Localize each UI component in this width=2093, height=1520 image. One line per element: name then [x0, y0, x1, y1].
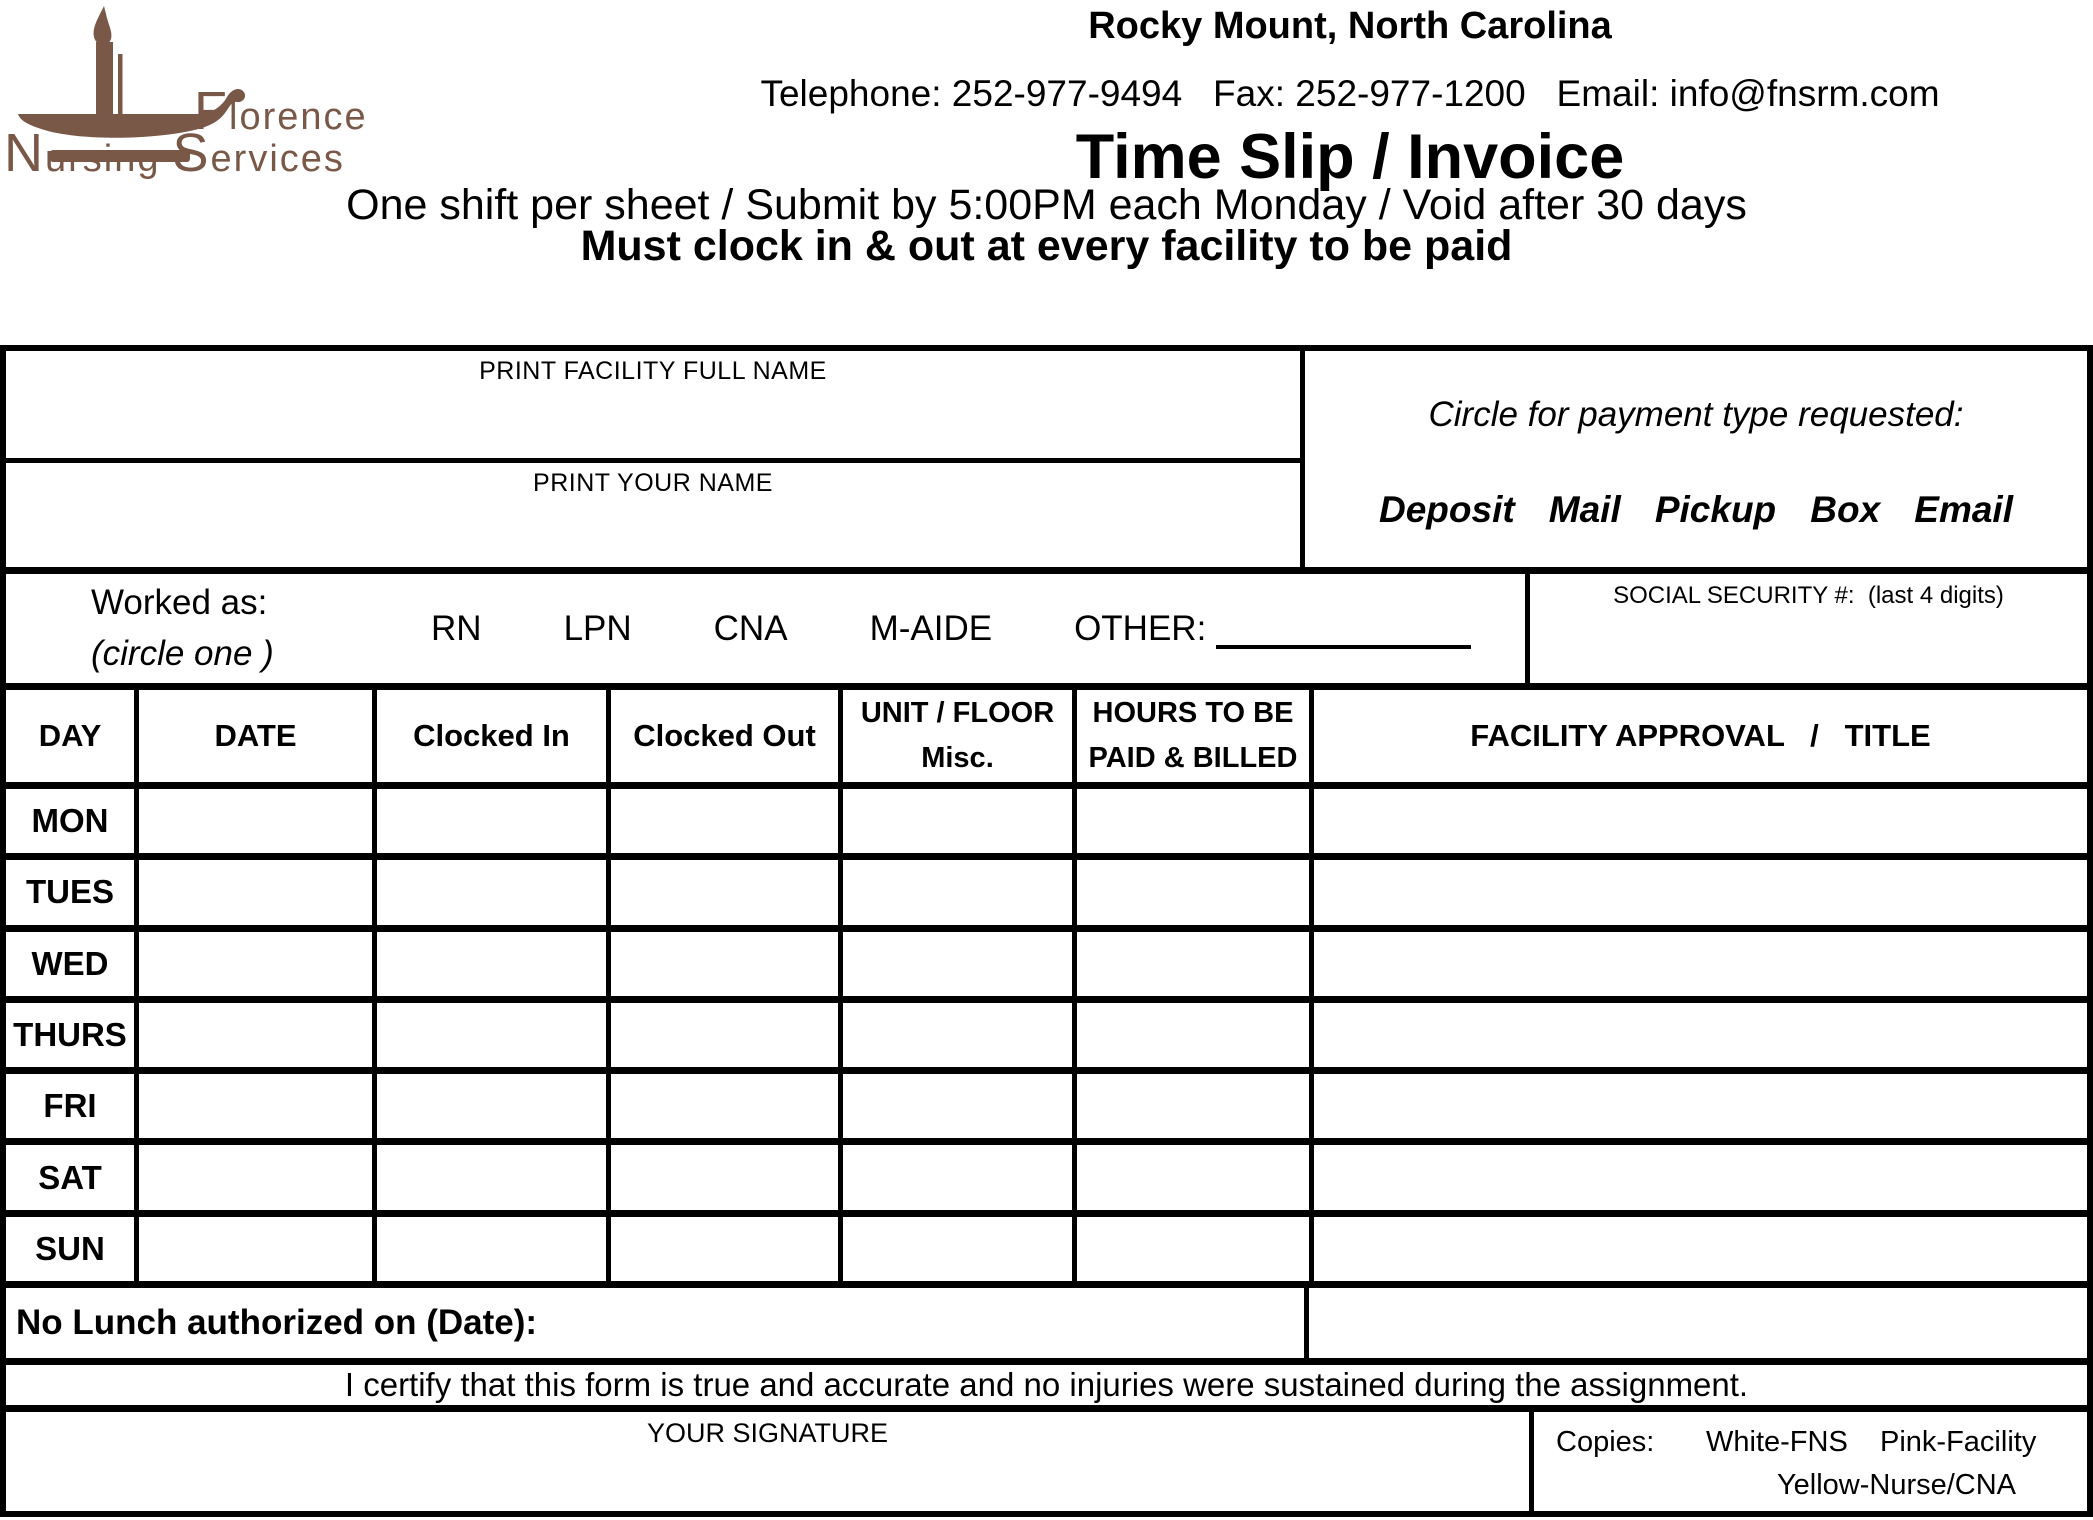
- copies-label: Copies:: [1556, 1426, 1655, 1458]
- facility-approval-cell[interactable]: [1314, 860, 2087, 924]
- no-lunch-label: No Lunch authorized on (Date):: [16, 1303, 538, 1342]
- role-option-rn[interactable]: RN: [431, 608, 482, 648]
- worked-as-cell: [6, 574, 1530, 683]
- clocked-in-cell[interactable]: [377, 1074, 606, 1138]
- date-cell[interactable]: [139, 1003, 372, 1067]
- facility-approval-cell[interactable]: [1314, 789, 2087, 853]
- col-header-clocked-in: Clocked In: [377, 690, 606, 782]
- clocked-out-cell[interactable]: [611, 860, 838, 924]
- clocked-in-cell[interactable]: [377, 1145, 606, 1209]
- certification-statement: I certify that this form is true and accurate and no injuries were sustained during the assignment.: [344, 1366, 1749, 1403]
- brand-name-nursing-services: Nursing Services: [4, 123, 345, 183]
- circle-one-label: (circle one ): [91, 633, 274, 673]
- clock-in-notice: Must clock in & out at every facility to be paid: [580, 222, 1513, 270]
- signature-label: YOUR SIGNATURE: [646, 1418, 889, 1448]
- worked-as-label: Worked as:: [91, 582, 268, 622]
- col-header-date: DATE: [139, 690, 372, 782]
- form-title: Time Slip / Invoice: [1075, 122, 1625, 193]
- payment-option-mail[interactable]: Mail: [1548, 489, 1621, 530]
- day-label: THURS: [6, 1003, 134, 1067]
- unit-floor-cell[interactable]: [843, 789, 1072, 853]
- day-label: WED: [6, 932, 134, 996]
- your-name-field[interactable]: [6, 463, 1300, 567]
- hours-cell[interactable]: [1077, 1217, 1309, 1281]
- payment-prompt: Circle for payment type requested:: [1428, 395, 1964, 434]
- role-option-lpn[interactable]: LPN: [563, 608, 632, 648]
- facility-approval-cell[interactable]: [1314, 932, 2087, 996]
- day-label: FRI: [6, 1074, 134, 1138]
- brand-name-florence: Florence: [194, 81, 368, 141]
- company-location: Rocky Mount, North Carolina: [1088, 5, 1612, 47]
- clocked-in-cell[interactable]: [377, 1003, 606, 1067]
- clocked-out-cell[interactable]: [611, 932, 838, 996]
- role-option-other-label[interactable]: OTHER:: [1074, 608, 1207, 648]
- time-table-section: [6, 690, 2087, 1288]
- clocked-out-cell[interactable]: [611, 1003, 838, 1067]
- date-cell[interactable]: [139, 932, 372, 996]
- unit-floor-cell[interactable]: [843, 1074, 1072, 1138]
- clocked-out-cell[interactable]: [611, 789, 838, 853]
- day-label: TUES: [6, 860, 134, 924]
- clocked-in-cell[interactable]: [377, 932, 606, 996]
- facility-approval-cell[interactable]: [1314, 1003, 2087, 1067]
- no-lunch-right-cell[interactable]: [1309, 1288, 2087, 1358]
- hours-cell[interactable]: [1077, 1145, 1309, 1209]
- signature-field[interactable]: [6, 1412, 1534, 1511]
- col-header-clocked-out: Clocked Out: [611, 690, 838, 782]
- date-cell[interactable]: [139, 1217, 372, 1281]
- payment-type-cell: [1305, 351, 2087, 567]
- payment-options: [1305, 489, 2087, 531]
- day-label: SAT: [6, 1145, 134, 1209]
- role-option-maide[interactable]: M-AIDE: [869, 608, 993, 648]
- col-header-hours: HOURS TO BE PAID & BILLED: [1077, 690, 1309, 782]
- hours-cell[interactable]: [1077, 1003, 1309, 1067]
- clocked-in-cell[interactable]: [377, 789, 606, 853]
- copies-cell: [1534, 1412, 2087, 1511]
- clocked-in-cell[interactable]: [377, 860, 606, 924]
- facility-name-label: PRINT FACILITY FULL NAME: [479, 357, 827, 385]
- role-options: [431, 609, 1471, 649]
- worked-as-section: [6, 574, 2087, 690]
- facility-name-field[interactable]: [6, 351, 1300, 463]
- company-contact-line: Telephone: 252-977-9494 Fax: 252-977-1200 Email: info@fnsrm.com: [760, 72, 1940, 114]
- certification-section: [6, 1365, 2087, 1412]
- payment-option-pickup[interactable]: Pickup: [1654, 489, 1777, 530]
- col-header-day: DAY: [6, 690, 134, 782]
- time-table: [6, 690, 2087, 1281]
- unit-floor-cell[interactable]: [843, 932, 1072, 996]
- unit-floor-cell[interactable]: [843, 1003, 1072, 1067]
- no-lunch-section: [6, 1288, 2087, 1365]
- date-cell[interactable]: [139, 1145, 372, 1209]
- form-grid: [0, 345, 2093, 1517]
- payment-option-email[interactable]: Email: [1914, 489, 2013, 530]
- facility-approval-cell[interactable]: [1314, 1145, 2087, 1209]
- unit-floor-cell[interactable]: [843, 1145, 1072, 1209]
- no-lunch-field[interactable]: [6, 1288, 1309, 1358]
- ssn-field[interactable]: [1530, 574, 2087, 683]
- hours-cell[interactable]: [1077, 1074, 1309, 1138]
- role-option-cna[interactable]: CNA: [713, 608, 788, 648]
- facility-approval-cell[interactable]: [1314, 1217, 2087, 1281]
- day-label: MON: [6, 789, 134, 853]
- signature-section: [6, 1412, 2087, 1511]
- date-cell[interactable]: [139, 789, 372, 853]
- clocked-in-cell[interactable]: [377, 1217, 606, 1281]
- names-and-payment-section: [6, 351, 2087, 574]
- unit-floor-cell[interactable]: [843, 860, 1072, 924]
- date-cell[interactable]: [139, 1074, 372, 1138]
- clocked-out-cell[interactable]: [611, 1074, 838, 1138]
- clocked-out-cell[interactable]: [611, 1145, 838, 1209]
- hours-cell[interactable]: [1077, 860, 1309, 924]
- copies-distribution-line2: Yellow-Nurse/CNA: [1776, 1469, 2017, 1501]
- name-fields: [6, 351, 1305, 567]
- col-header-facility-approval: FACILITY APPROVAL / TITLE: [1314, 690, 2087, 782]
- hours-cell[interactable]: [1077, 932, 1309, 996]
- date-cell[interactable]: [139, 860, 372, 924]
- copies-distribution-line1: White-FNS Pink-Facility: [1706, 1426, 2037, 1458]
- hours-cell[interactable]: [1077, 789, 1309, 853]
- col-header-unit-floor: UNIT / FLOOR Misc.: [843, 690, 1072, 782]
- ssn-label: SOCIAL SECURITY #: (last 4 digits): [1613, 582, 2004, 609]
- your-name-label: PRINT YOUR NAME: [533, 469, 773, 497]
- unit-floor-cell[interactable]: [843, 1217, 1072, 1281]
- submission-instructions: One shift per sheet / Submit by 5:00PM each Monday / Void after 30 days: [346, 181, 1747, 229]
- other-blank-line[interactable]: [1216, 619, 1471, 649]
- clocked-out-cell[interactable]: [611, 1217, 838, 1281]
- facility-approval-cell[interactable]: [1314, 1074, 2087, 1138]
- payment-option-box[interactable]: Box: [1810, 489, 1881, 530]
- day-label: SUN: [6, 1217, 134, 1281]
- payment-option-deposit[interactable]: Deposit: [1379, 489, 1515, 530]
